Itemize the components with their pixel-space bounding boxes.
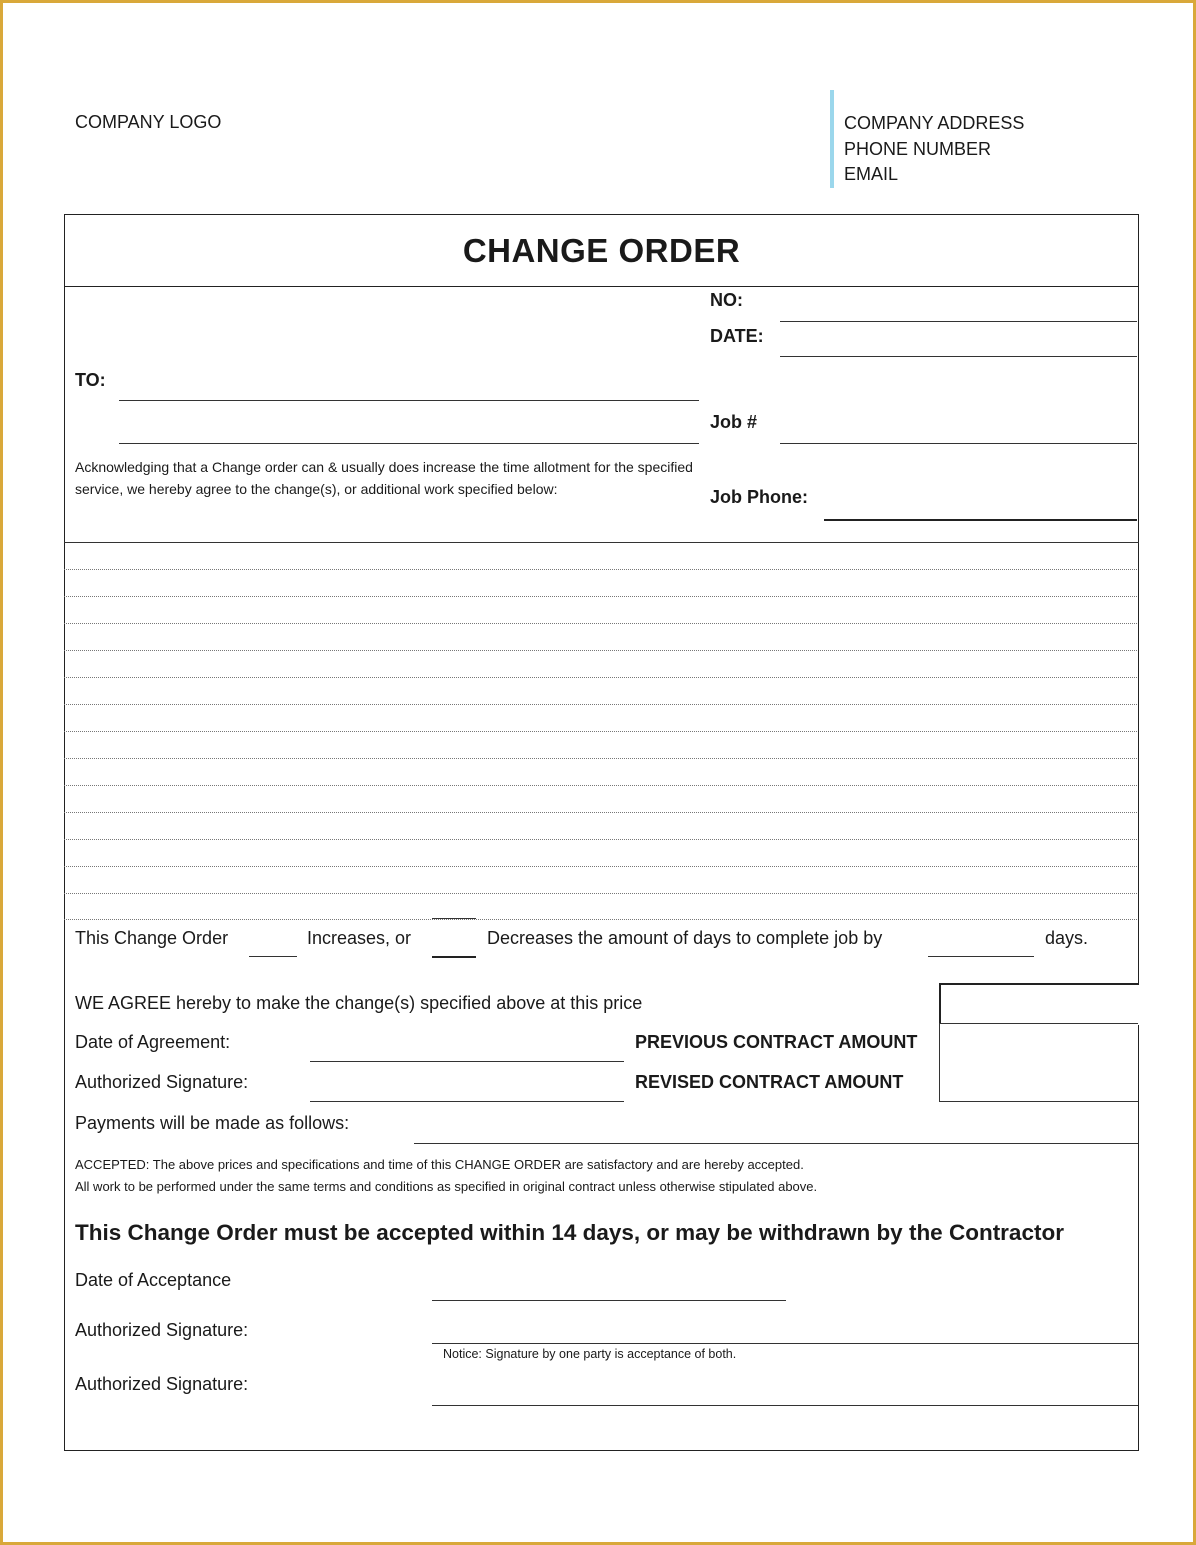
phone-number: PHONE NUMBER <box>844 139 992 159</box>
ruled-line <box>64 677 1137 678</box>
acknowledgement-text: Acknowledging that a Change order can & usually does increase the time allotment for the specified service, we hereby agree to the change(s), or additional work specified below: <box>75 459 693 497</box>
no-label: NO: <box>710 290 743 310</box>
job-phone-field[interactable] <box>824 519 1137 521</box>
ruled-line <box>64 812 1137 813</box>
email: EMAIL <box>844 164 899 184</box>
authorized-signature-label: Authorized Signature: <box>75 1072 249 1092</box>
ruled-line <box>64 650 1137 651</box>
company-logo-placeholder: COMPANY LOGO <box>75 112 222 132</box>
no-field[interactable] <box>780 321 1137 322</box>
authorized-signature-2-field[interactable] <box>432 1405 1138 1406</box>
ruled-line <box>64 704 1137 705</box>
authorized-signature-1-field[interactable] <box>432 1343 1138 1344</box>
ruled-line <box>64 866 1137 867</box>
decreases-field[interactable] <box>432 956 476 958</box>
job-number-label: Job # <box>710 412 758 432</box>
company-address: COMPANY ADDRESS <box>844 113 1025 133</box>
days-text-part2: Increases, or <box>307 928 412 948</box>
ruled-line <box>64 893 1137 894</box>
agreed-price-field[interactable] <box>939 983 1139 1026</box>
payments-field[interactable] <box>414 1143 1138 1144</box>
decreases-field-top <box>432 918 476 919</box>
ruled-line <box>64 569 1137 570</box>
form-title: CHANGE ORDER <box>462 232 741 269</box>
ruled-line <box>64 731 1137 732</box>
accepted-text-line2: All work to be performed under the same terms and conditions as specified in original contract unless otherwise stipulated above. <box>75 1179 818 1194</box>
days-text-part1: This Change Order <box>75 928 229 948</box>
to-field-line-2[interactable] <box>119 443 699 444</box>
revised-contract-amount-field[interactable] <box>939 1062 1138 1102</box>
date-label: DATE: <box>710 326 764 346</box>
authorized-signature-field[interactable] <box>310 1101 624 1102</box>
job-phone-label: Job Phone: <box>710 487 808 507</box>
ruled-line <box>64 758 1137 759</box>
date-field[interactable] <box>780 356 1137 357</box>
ruled-line <box>64 785 1137 786</box>
agree-text: WE AGREE hereby to make the change(s) specified above at this price <box>75 993 643 1013</box>
work-area-top-border <box>64 542 1139 543</box>
payments-label: Payments will be made as follows: <box>75 1113 350 1133</box>
authorized-signature-2-label: Authorized Signature: <box>75 1374 249 1394</box>
previous-contract-amount-label: PREVIOUS CONTRACT AMOUNT <box>635 1032 918 1052</box>
ruled-line <box>64 623 1137 624</box>
to-field-line-1[interactable] <box>119 400 699 401</box>
date-of-agreement-label: Date of Agreement: <box>75 1032 231 1052</box>
increases-field[interactable] <box>249 956 297 957</box>
ruled-line <box>64 596 1137 597</box>
days-count-field[interactable] <box>928 956 1034 957</box>
previous-contract-amount-field[interactable] <box>939 1023 1138 1064</box>
date-of-acceptance-field[interactable] <box>432 1300 786 1301</box>
revised-contract-amount-label: REVISED CONTRACT AMOUNT <box>635 1072 904 1092</box>
ruled-line <box>64 919 1137 920</box>
to-label: TO: <box>75 370 106 390</box>
date-of-agreement-field[interactable] <box>310 1061 624 1062</box>
days-text-part4: days. <box>1045 928 1089 948</box>
job-number-field[interactable] <box>780 443 1137 444</box>
ruled-line <box>64 839 1137 840</box>
title-divider <box>64 286 1139 287</box>
date-of-acceptance-label: Date of Acceptance <box>75 1270 232 1290</box>
accepted-text-line1: ACCEPTED: The above prices and specifications and time of this CHANGE ORDER are satisfactory and are hereby accepted. <box>75 1157 804 1172</box>
signature-notice: Notice: Signature by one party is acceptance of both. <box>443 1347 737 1361</box>
days-text-part3: Decreases the amount of days to complete job by <box>487 928 883 948</box>
authorized-signature-1-label: Authorized Signature: <box>75 1320 249 1340</box>
acceptance-deadline-notice: This Change Order must be accepted within 14 days, or may be withdrawn by the Contractor <box>75 1220 1064 1245</box>
header-accent-bar <box>830 90 834 188</box>
